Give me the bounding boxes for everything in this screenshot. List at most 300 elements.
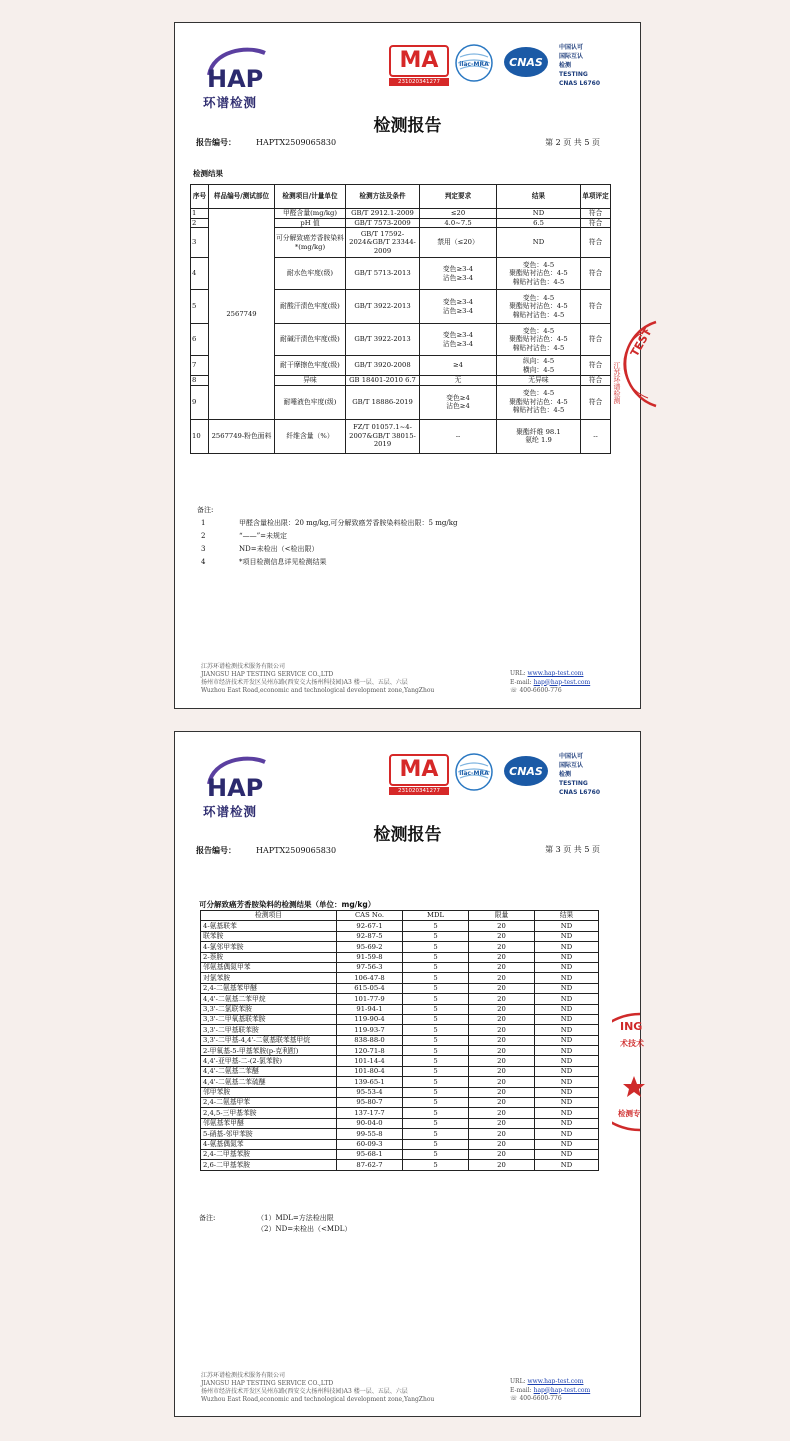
table-row [201,1046,599,1056]
cell-result: ND [535,942,599,952]
cell-mdl: 5 [403,994,469,1004]
cell-item: 4-氨基联苯 [201,921,337,931]
company-en: JIANGSU HAP TESTING SERVICE CO.,LTD [201,1380,334,1387]
cnas-info [559,43,600,88]
section-title: 可分解致癌芳香胺染料的检测结果（单位：mg/kg） [199,900,376,909]
note-text: ND=未检出（<检出限） [239,545,319,553]
cell-result: ND [535,1056,599,1066]
cell-item: 2,4-二氨基甲苯 [201,1098,337,1108]
cell-no: 3 [191,228,209,258]
cell-method: GB/T 2912.1-2009 [346,209,420,219]
section-title: 检测结果 [193,169,223,178]
cell-result: ND [535,1129,599,1139]
report-number-label: 报告编号： [196,138,236,147]
cell-limit: 20 [469,1149,535,1159]
note-item [197,517,457,530]
table-row [201,983,599,993]
cell-result: ND [535,994,599,1004]
cell-mdl: 5 [403,1129,469,1139]
cma-logo [389,45,449,86]
cell-evaluation: 符合 [581,228,611,258]
cell-method: GB/T 3922-2013 [346,324,420,356]
cell-cas: 95-80-7 [337,1098,403,1108]
cell-no: 5 [191,290,209,324]
note-number: 3 [201,545,206,553]
cnas-logo [502,45,550,79]
cell-result: ND [535,1108,599,1118]
cell-cas: 97-56-3 [337,962,403,972]
cell-mdl: 5 [403,931,469,941]
cnas-info-line: 检测 [559,771,572,778]
notes-label: 备注: [197,506,214,514]
table-row [191,209,611,219]
cell-item: pH 值 [275,218,346,228]
cnas-text: CNAS [509,56,543,69]
cell-mdl: 5 [403,1004,469,1014]
cell-cas: 119-90-4 [337,1014,403,1024]
cnas-info-line: CNAS L6760 [559,80,601,87]
page-title: 检测报告 [373,825,442,845]
hap-logo-text: HAP [207,774,264,800]
table-row [201,1014,599,1024]
cell-cas: 60-09-3 [337,1139,403,1149]
cell-mdl: 5 [403,1108,469,1118]
table-row [201,1035,599,1045]
cell-cas: 101-80-4 [337,1066,403,1076]
cell-result: 变色：4-5 聚酯贴衬沾色：4-5 棉贴衬沾色：4-5 [497,324,581,356]
cell-item: 4-氯邻甲苯胺 [201,942,337,952]
cell-method: GB/T 17592-2024&GB/T 23344-2009 [346,228,420,258]
cnas-info-line: TESTING [559,780,588,787]
phone-icon: ☏ [510,687,518,694]
cell-mdl: 5 [403,1118,469,1128]
table-row [201,1129,599,1139]
page-title: 检测报告 [373,116,442,136]
cell-result: ND [535,983,599,993]
cma-mark: MA [389,754,449,786]
cell-limit: 20 [469,973,535,983]
cell-cas: 92-67-1 [337,921,403,931]
cell-limit: 20 [469,1129,535,1139]
cma-number: 231020341277 [389,787,449,795]
cell-mdl: 5 [403,1035,469,1045]
cma-logo [389,754,449,795]
cell-result: ND [535,1149,599,1159]
cell-item: 2,4-二甲基苯胺 [201,1149,337,1159]
cell-mdl: 5 [403,1139,469,1149]
table-row [201,931,599,941]
note-number: 1 [201,519,206,527]
table-row [201,1077,599,1087]
report-page-3 [174,731,641,1417]
cell-mdl: 5 [403,1066,469,1076]
results-table [190,184,611,454]
cell-evaluation: 符合 [581,376,611,386]
cell-item: 4,4'-亚甲基-二-(2-氯苯胺) [201,1056,337,1066]
cell-cas: 92-87-5 [337,931,403,941]
cell-method: GB/T 7573-2009 [346,218,420,228]
table-row [201,952,599,962]
cell-no: 1 [191,209,209,219]
note-item [197,530,457,543]
note-number: 4 [201,558,206,566]
cell-item: 纤维含量（%） [275,419,346,453]
cnas-info-line: 检测 [559,62,572,69]
cell-limit: 20 [469,1004,535,1014]
cell-mdl: 5 [403,1160,469,1170]
header-mdl: MDL [403,911,469,921]
cell-method: GB/T 18886-2019 [346,385,420,419]
report-number [196,845,336,856]
address-en: Wuzhou East Road,economic and technological development zone,YangZhou [201,687,435,694]
header-item: 检测项目 [201,911,337,921]
cell-cas: 119-93-7 [337,1025,403,1035]
header-evaluation: 单项评定 [581,185,611,209]
cell-item: 耐水色牢度(级) [275,258,346,290]
cell-result: 6.5 [497,218,581,228]
table-row [201,1066,599,1076]
cell-item: 邻氨基苯甲醚 [201,1118,337,1128]
cell-item: 耐唾液色牢度(级) [275,385,346,419]
note-text: 甲醛含量检出限：20 mg/kg,可分解致癌芳香胺染料检出限：5 mg/kg [239,519,458,527]
report-number-label: 报告编号： [196,846,236,855]
cell-result: ND [535,952,599,962]
table-row [201,1004,599,1014]
cell-item: 3,3'-二甲氧基联苯胺 [201,1014,337,1024]
url-label: URL: [510,1378,526,1385]
company-cn: 江苏环谱检测技术服务有限公司 [201,1372,286,1379]
cell-result: ND [535,1035,599,1045]
cell-item: 4,4'-二氨基二苯醚 [201,1066,337,1076]
note-item [197,556,457,569]
cell-item: 4-氨基偶氮苯 [201,1139,337,1149]
phone-number: 400-6600-776 [519,1395,562,1402]
cell-result: ND [535,921,599,931]
cell-item: 邻甲苯胺 [201,1087,337,1097]
cell-result: ND [497,209,581,219]
cell-mdl: 5 [403,973,469,983]
table-row [191,419,611,453]
cell-limit: 20 [469,1160,535,1170]
table-row [201,1025,599,1035]
cell-result: ND [535,973,599,983]
header-limit: 限量 [469,911,535,921]
cell-method: GB/T 3922-2013 [346,290,420,324]
cnas-info [559,752,600,797]
email-link[interactable]: hap@hap-test.com [533,1386,591,1394]
cell-result: ND [535,1014,599,1024]
cell-limit: 20 [469,921,535,931]
table-row [201,994,599,1004]
cell-requirement: 变色≥4 沾色≥4 [420,385,497,419]
cnas-logo [502,754,550,788]
cell-evaluation: 符合 [581,324,611,356]
cell-method: GB/T 5713-2013 [346,258,420,290]
seal-text: 术技术 [620,1039,644,1048]
cell-result: ND [535,1118,599,1128]
report-number [196,137,336,148]
cell-cas: 615-05-4 [337,983,403,993]
phone-number: 400-6600-776 [519,687,562,694]
cell-limit: 20 [469,942,535,952]
cell-cas: 120-71-8 [337,1046,403,1056]
cell-item: 3,3'-二氯联苯胺 [201,1004,337,1014]
cell-mdl: 5 [403,952,469,962]
cell-no: 2 [191,218,209,228]
cell-cas: 95-68-1 [337,1149,403,1159]
cell-evaluation: 符合 [581,258,611,290]
table-row [201,1160,599,1170]
cell-limit: 20 [469,1025,535,1035]
cell-cas: 95-69-2 [337,942,403,952]
cell-limit: 20 [469,1077,535,1087]
cell-limit: 20 [469,1139,535,1149]
url-link[interactable]: www.hap-test.com [527,670,584,677]
ilac-mra-logo [454,43,494,83]
address-cn: 扬州市经济技术开发区吴州东路(西安交大扬州科技园)A3 楼一层、五层、六层 [201,679,408,686]
cell-result: 聚酯纤维 98.1 氨纶 1.9 [497,419,581,453]
cell-mdl: 5 [403,1087,469,1097]
cell-method: GB 18401-2010 6.7 [346,376,420,386]
cnas-info-line: CNAS L6760 [559,789,601,796]
address-cn: 扬州市经济技术开发区吴州东路(西安交大扬州科技园)A3 楼一层、五层、六层 [201,1388,408,1395]
cell-item: 2-甲氧基-5-甲基苯胺(p-克利酊) [201,1046,337,1056]
cell-result: ND [535,962,599,972]
cell-cas: 95-53-4 [337,1087,403,1097]
cell-item: 4,4'-二氨基二苯甲烷 [201,994,337,1004]
header-sample: 样品编号/测试部位 [209,185,275,209]
cell-cas: 90-04-0 [337,1118,403,1128]
cell-item: 可分解致癌芳香胺染料*(mg/kg) [275,228,346,258]
cell-evaluation: 符合 [581,218,611,228]
cell-sample: 2567749-粉色面料 [209,419,275,453]
cell-evaluation: 符合 [581,209,611,219]
header-result: 结果 [497,185,581,209]
cell-result: 变色：4-5 聚酯贴衬沾色：4-5 棉贴衬沾色：4-5 [497,290,581,324]
cell-item: 5-硝基-邻甲苯胺 [201,1129,337,1139]
notes [197,504,457,569]
cell-requirement: ≤20 [420,209,497,219]
email-link[interactable]: hap@hap-test.com [533,678,591,686]
header-item: 检测项目/计量单位 [275,185,346,209]
cma-number: 231020341277 [389,78,449,86]
cell-mdl: 5 [403,921,469,931]
cnas-info-line: 中国认可 [559,753,584,760]
header-cas: CAS No. [337,911,403,921]
header-result: 结果 [535,911,599,921]
cell-item: 对氯苯胺 [201,973,337,983]
notes-label: 备注: [199,1214,216,1222]
hap-logo [203,754,273,820]
table-row [201,1108,599,1118]
cell-result: ND [535,1046,599,1056]
cell-result: ND [535,931,599,941]
cell-result: ND [535,1077,599,1087]
url-link[interactable]: www.hap-test.com [527,1378,584,1385]
cell-result: ND [535,1160,599,1170]
cell-method: GB/T 3920-2008 [346,356,420,376]
email-label: E-mail: [510,1386,532,1394]
cnas-info-line: 国际互认 [559,53,584,60]
cell-no: 7 [191,356,209,376]
cell-requirement: 4.0~7.5 [420,218,497,228]
cell-item: 联苯胺 [201,931,337,941]
cell-result: ND [535,1098,599,1108]
cell-method: FZ/T 01057.1~4-2007&GB/T 38015-2019 [346,419,420,453]
address-en: Wuzhou East Road,economic and technological development zone,YangZhou [201,1396,435,1403]
table-row [201,962,599,972]
seal-text: ING [620,1020,643,1033]
seal-stamp-1 [604,318,664,410]
notes [199,1213,351,1235]
cell-limit: 20 [469,1066,535,1076]
header-requirement: 判定要求 [420,185,497,209]
cell-mdl: 5 [403,983,469,993]
table-row [201,1056,599,1066]
cell-result: ND [535,1004,599,1014]
cell-evaluation: 符合 [581,290,611,324]
note-text: “——”=未规定 [239,532,288,540]
cell-limit: 20 [469,994,535,1004]
seal-text: TEST [627,326,655,359]
table-row [201,1098,599,1108]
url-label: URL: [510,670,526,677]
cell-limit: 20 [469,1108,535,1118]
note-item: （2）ND=未检出（<MDL） [257,1225,352,1233]
cell-item: 异味 [275,376,346,386]
seal-stamp-2 [612,1012,652,1132]
ilac-text: ilac-MRA [459,770,489,777]
cell-cas: 91-94-1 [337,1004,403,1014]
cell-item: 耐酸汗渍色牢度(级) [275,290,346,324]
cell-limit: 20 [469,1014,535,1024]
note-text: *项目检测信息详见检测结果 [239,558,327,566]
cell-cas: 101-14-4 [337,1056,403,1066]
seal-text: 检测专 [618,1109,641,1118]
cell-result: 变色：4-5 聚酯贴衬沾色：4-5 棉贴衬沾色：4-5 [497,385,581,419]
table-row [201,1149,599,1159]
cell-requirement: 变色≥3-4 沾色≥3-4 [420,324,497,356]
cell-result: ND [535,1087,599,1097]
cell-no: 6 [191,324,209,356]
cell-item: 2-萘胺 [201,952,337,962]
email-label: E-mail: [510,678,532,686]
cell-no: 8 [191,376,209,386]
hap-logo-text: HAP [207,65,264,91]
table-row [201,1118,599,1128]
hap-logo-cn: 环谱检测 [203,95,258,110]
hap-logo-cn: 环谱检测 [203,804,258,819]
cell-no: 9 [191,385,209,419]
cell-cas: 838-88-0 [337,1035,403,1045]
cell-limit: 20 [469,1046,535,1056]
cell-result: 变色：4-5 聚酯贴衬沾色：4-5 棉贴衬沾色：4-5 [497,258,581,290]
cell-mdl: 5 [403,1025,469,1035]
table-row [201,942,599,952]
cell-mdl: 5 [403,942,469,952]
cell-result: ND [535,1139,599,1149]
cell-evaluation: -- [581,419,611,453]
report-number-value: HAPTX2509065830 [256,846,337,855]
cell-limit: 20 [469,952,535,962]
cnas-info-line: TESTING [559,71,588,78]
cell-result: ND [535,1025,599,1035]
cell-requirement: ≥4 [420,356,497,376]
footer-company [201,663,434,695]
cell-limit: 20 [469,931,535,941]
cell-item: 4,4'-二氨基二苯硫醚 [201,1077,337,1087]
cell-no: 4 [191,258,209,290]
cell-item: 3,3'-二甲基联苯胺 [201,1025,337,1035]
cell-item: 2,6-二甲基苯胺 [201,1160,337,1170]
cell-evaluation: 符合 [581,385,611,419]
cell-cas: 99-55-8 [337,1129,403,1139]
cell-no: 10 [191,419,209,453]
cell-evaluation: 符合 [581,356,611,376]
cell-mdl: 5 [403,962,469,972]
cell-requirement: -- [420,419,497,453]
cell-cas: 106-47-8 [337,973,403,983]
table-row [201,1139,599,1149]
cell-cas: 137-17-7 [337,1108,403,1118]
note-number: 2 [201,532,206,540]
cell-requirement: 无 [420,376,497,386]
company-cn: 江苏环谱检测技术服务有限公司 [201,663,286,670]
ilac-mra-logo [454,752,494,792]
cell-limit: 20 [469,1098,535,1108]
cell-limit: 20 [469,1035,535,1045]
phone-icon: ☏ [510,1395,518,1402]
cell-item: 耐干摩擦色牢度(级) [275,356,346,376]
header-no: 序号 [191,185,209,209]
cell-mdl: 5 [403,1046,469,1056]
cell-item: 2,4-二氨基苯甲醚 [201,983,337,993]
cell-result: 无异味 [497,376,581,386]
cell-mdl: 5 [403,1149,469,1159]
cell-cas: 91-59-8 [337,952,403,962]
cell-item: 邻氨基偶氮甲苯 [201,962,337,972]
cell-item: 3,3'-二甲基-4,4'-二氨基联苯基甲烷 [201,1035,337,1045]
cell-limit: 20 [469,962,535,972]
cnas-text: CNAS [509,765,543,778]
ilac-text: ilac-MRA [459,61,489,68]
cell-mdl: 5 [403,1098,469,1108]
note-item: （1）MDL=方法检出限 [257,1214,334,1222]
cell-cas: 87-62-7 [337,1160,403,1170]
cell-sample: 2567749 [209,209,275,420]
page-number: 第 2 页 共 5 页 [545,138,600,147]
page-number: 第 3 页 共 5 页 [545,845,600,854]
cell-requirement: 禁用（≤20） [420,228,497,258]
cell-mdl: 5 [403,1077,469,1087]
cnas-info-line: 国际互认 [559,762,584,769]
cell-limit: 20 [469,1087,535,1097]
cell-result: 纵向：4-5 横向：4-5 [497,356,581,376]
cell-result: ND [497,228,581,258]
note-item [197,543,457,556]
cma-mark: MA [389,45,449,77]
table-row [201,1087,599,1097]
cnas-info-line: 中国认可 [559,44,584,51]
table-row [201,973,599,983]
hap-logo [203,45,273,111]
cell-result: ND [535,1066,599,1076]
cell-item: 2,4,5-三甲基苯胺 [201,1108,337,1118]
footer-contact [510,670,590,696]
cell-item: 甲醛含量(mg/kg) [275,209,346,219]
footer-contact [510,1378,590,1404]
cell-limit: 20 [469,1118,535,1128]
